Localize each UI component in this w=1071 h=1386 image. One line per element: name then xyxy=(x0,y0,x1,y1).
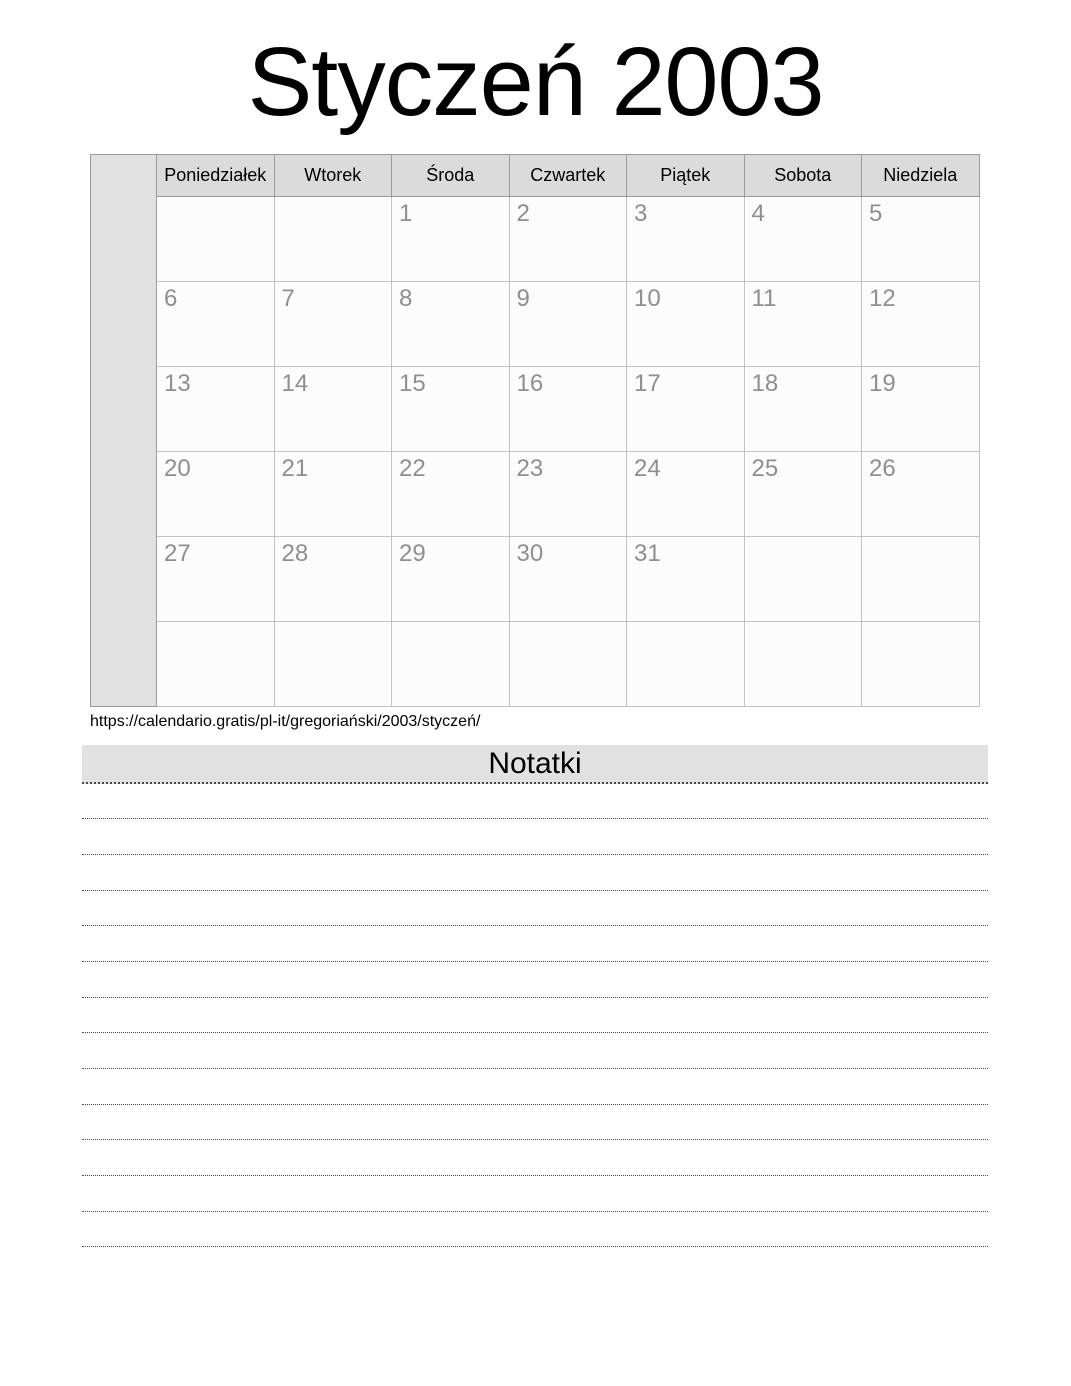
week-row xyxy=(91,281,980,366)
day-cell: 12 xyxy=(862,281,980,366)
note-line xyxy=(82,1069,988,1105)
day-header: Niedziela xyxy=(862,154,980,196)
day-cell: 23 xyxy=(509,451,627,536)
day-cell: 28 xyxy=(274,536,392,621)
day-cell: 19 xyxy=(862,366,980,451)
day-cell: 17 xyxy=(627,366,745,451)
day-cell: 30 xyxy=(509,536,627,621)
empty-day-cell xyxy=(392,621,510,706)
empty-day-cell xyxy=(157,196,275,281)
empty-day-cell xyxy=(627,621,745,706)
note-line xyxy=(82,891,988,927)
empty-day-cell xyxy=(509,621,627,706)
notes-lines xyxy=(82,784,988,1248)
day-cell: 22 xyxy=(392,451,510,536)
notes-section xyxy=(82,745,988,1248)
day-cell: 3 xyxy=(627,196,745,281)
day-header: Poniedziałek xyxy=(157,154,275,196)
empty-day-cell xyxy=(274,196,392,281)
week-row xyxy=(91,366,980,451)
calendar-left-margin xyxy=(91,154,157,706)
notes-header: Notatki xyxy=(82,745,988,784)
page-title: Styczeń 2003 xyxy=(247,27,824,136)
day-header: Wtorek xyxy=(274,154,392,196)
day-cell: 4 xyxy=(744,196,862,281)
calendar-header-row xyxy=(91,154,980,196)
week-row xyxy=(91,196,980,281)
empty-day-cell xyxy=(862,536,980,621)
note-line xyxy=(82,1033,988,1069)
day-header: Czwartek xyxy=(509,154,627,196)
day-cell: 27 xyxy=(157,536,275,621)
calendar-table xyxy=(90,154,980,707)
day-cell: 20 xyxy=(157,451,275,536)
day-cell: 24 xyxy=(627,451,745,536)
day-cell: 18 xyxy=(744,366,862,451)
day-header: Piątek xyxy=(627,154,745,196)
note-line xyxy=(82,962,988,998)
day-cell: 15 xyxy=(392,366,510,451)
note-line xyxy=(82,1176,988,1212)
empty-day-cell xyxy=(862,621,980,706)
day-cell: 25 xyxy=(744,451,862,536)
day-header: Sobota xyxy=(744,154,862,196)
empty-day-cell xyxy=(274,621,392,706)
note-line xyxy=(82,1105,988,1141)
note-line xyxy=(82,926,988,962)
day-cell: 10 xyxy=(627,281,745,366)
day-cell: 21 xyxy=(274,451,392,536)
day-cell: 13 xyxy=(157,366,275,451)
day-cell: 26 xyxy=(862,451,980,536)
day-cell: 11 xyxy=(744,281,862,366)
week-row xyxy=(91,451,980,536)
day-cell: 8 xyxy=(392,281,510,366)
day-cell: 16 xyxy=(509,366,627,451)
calendar-body xyxy=(91,154,980,706)
day-cell: 5 xyxy=(862,196,980,281)
source-url: https://calendario.gratis/pl-it/gregoriański/2003/styczeń/ xyxy=(90,712,481,730)
note-line xyxy=(82,1140,988,1176)
day-cell: 7 xyxy=(274,281,392,366)
day-cell: 9 xyxy=(509,281,627,366)
day-cell: 14 xyxy=(274,366,392,451)
empty-day-cell xyxy=(744,536,862,621)
empty-day-cell xyxy=(157,621,275,706)
week-row xyxy=(91,621,980,706)
day-cell: 1 xyxy=(392,196,510,281)
empty-day-cell xyxy=(744,621,862,706)
note-line xyxy=(82,998,988,1034)
note-line xyxy=(82,855,988,891)
note-line xyxy=(82,784,988,820)
day-cell: 31 xyxy=(627,536,745,621)
day-cell: 2 xyxy=(509,196,627,281)
week-row xyxy=(91,536,980,621)
day-cell: 6 xyxy=(157,281,275,366)
day-header: Środa xyxy=(392,154,510,196)
note-line xyxy=(82,819,988,855)
day-cell: 29 xyxy=(392,536,510,621)
note-line xyxy=(82,1212,988,1248)
